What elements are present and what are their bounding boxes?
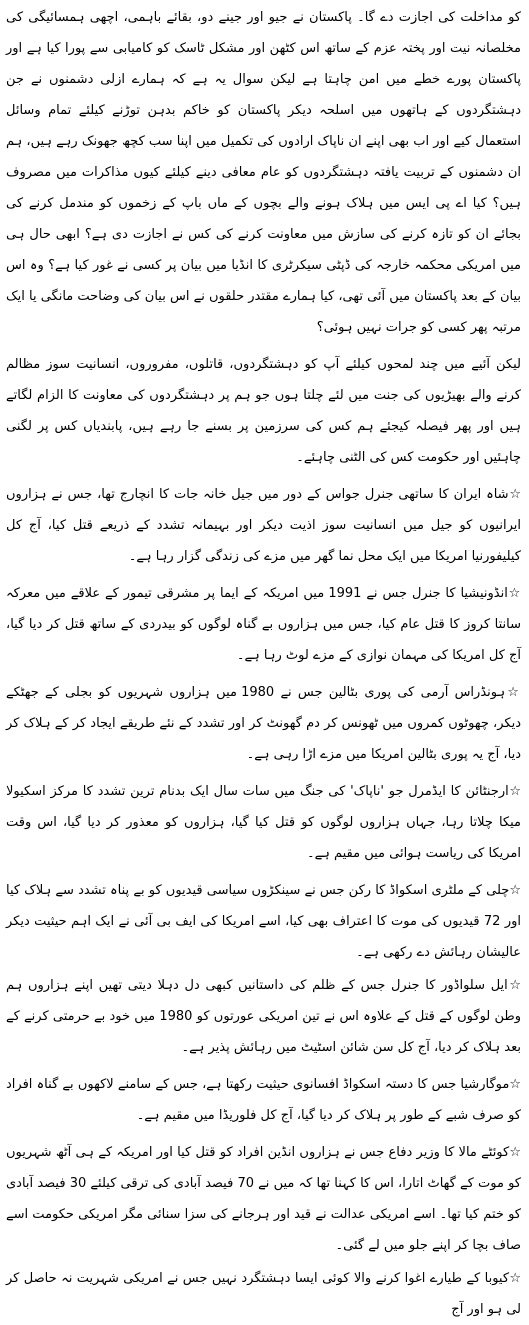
paragraph-guatemala-minister: ☆کوئٹے مالا کا وزیر دفاع جس نے ہزاروں انڈین افراد کو قتل کیا اور امریکہ کے ہی آٹھ شہریوں کو موت کے گھاٹ اتارا، اس کا کہنا تھا کہ میں نے 70 فیصد آبادی کی ترقی کیلئے 30 فیصد آبادی کو ختم کیا تھا۔ اسے امریکی عدالت نے قید اور ہرجانے کی سزا سنائی مگر امریکی حکومت اسے صاف بچا کر اپنے جلو میں لے گئی۔ — [6, 1145, 521, 1253]
paragraph-el-salvador-general: ☆ایل سلواڈور کا جنرل جس کے ظلم کی داستانیں کبھی دل دہلا دیتی تھیں اپنے ہزاروں ہم وطن لوگوں کے قتل کے علاوہ اس نے تین امریکی عورتوں کو 1980 میں خود بے حرمتی کرنے کے بعد ہلاک کر دیا، آج کل سن شائن اسٹیٹ میں رہائش پذیر ہے۔ — [6, 978, 522, 1055]
paragraph-intro: کو مداخلت کی اجازت دے گا۔ پاکستان نے جیو اور جینے دو، بقائے باہمی، اچھی ہمسائیگی کی مخلصانہ نیت اور پختہ عزم کے ساتھ اس کٹھن اور مشکل ٹاسک کو کامیابی سے پورا کیا ہے اور پاکستان پورے خطے میں امن چاہتا ہے لیکن سوال یہ ہے کہ ہمارے ازلی دشمنوں نے جن دہشتگردوں کے ہاتھوں میں اسلحہ دیکر پاکستان کو خاکم بدہن توڑنے کیلئے تمام وسائل استعمال کیے اور اب بھی اپنے ان ناپاک ارادوں کی تکمیل میں اپنا سب کچھ جھونک رہے ہیں، ہم ان دشمنوں کے تربیت یافتہ دہشتگردوں کو عام معافی دینے کیلئے کیوں مذاکرات میں مصروف ہیں؟ کیا اے پی ایس میں ہلاک ہونے والے بچوں کے ماں باپ کے زخموں کو مندمل کرنے کی بجائے ان کو تازہ کرنے کی سازش میں معاونت کرنے کی کس نے اجازت دی ہے؟ ابھی حال ہی میں امریکی محکمہ خارجہ کی ڈپٹی سیکرٹری کا انڈیا میں بیان پر کسی نے غور کیا ہے؟ وہ اس بیان کے بعد پاکستان میں آئی تھی، کیا ہمارے مقتدر حلقوں نے اس بیان کی وضاحت مانگی یا ایک مرتبہ پھر کسی کو جرات نہیں ہوئی؟ — [6, 10, 521, 335]
paragraph-indonesia-general: ☆انڈونیشیا کا جنرل جس نے 1991 میں امریکہ کے ایما پر مشرقی تیمور کے علاقے میں معرکہ سانتا کروز کا قتل عام کیا، جس میں ہزاروں بے گناہ لوگوں کو بیدردی کے ساتھ قتل کر دیا گیا، آج کل امریکا کی مہمان نوازی کے مزے لوٹ رہا ہے۔ — [6, 586, 522, 663]
paragraph-invitation: لیکن آئیے میں چند لمحوں کیلئے آپ کو دہشتگردوں، قاتلوں، مفروروں، انسانیت سوز مظالم کرنے والے بھیڑیوں کی جنت میں لئے چلتا ہوں جو ہم پر دہشتگردوں کی معاونت کا الزام لگاتے ہیں اور پھر فیصلہ کیجئے ہم کس کی سرزمین پر بسنے جا رہے ہیں، پابندیاں کس پر لگنی چاہئیں اور حکومت کس کی الٹنی چاہئے۔ — [6, 357, 521, 465]
paragraph-iran-general: ☆شاہ ایران کا ساتھی جنرل جواس کے دور میں جیل خانہ جات کا انچارج تھا، جس نے ہزاروں ایرانیوں کو جیل میں انسانیت سوز اذیت دیکر اور بہیمانہ تشدد کے ذریعے قتل کیا، آج کل کیلیفورنیا امریکا میں ایک محل نما گھر میں مزے کی زندگی گزار رہا ہے۔ — [6, 487, 521, 564]
paragraph-death-squad: ☆موگارشیا جس کا دستہ اسکواڈ افسانوی حیثیت رکھتا ہے، جس کے سامنے لاکھوں بے گناہ افراد کو صرف شبے کے طور پر ہلاک کر دیا گیا، آج کل فلوریڈا میں مقیم ہے۔ — [6, 1077, 521, 1123]
paragraph-chile-squad: ☆چلی کے ملٹری اسکواڈ کا رکن جس نے سینکڑوں سیاسی قیدیوں کو بے پناہ تشدد سے ہلاک کیا اور 72 قیدیوں کی موت کا اعتراف بھی کیا، اسے امریکا کی ایف بی آئی نے ایک اہم حیثیت دیکر عالیشان رہائش دے رکھی ہے۔ — [6, 883, 521, 960]
paragraph-honduras-battalion: ☆ہونڈراس آرمی کی پوری بٹالین جس نے 1980 میں ہزاروں شہریوں کو بجلی کے جھٹکے دیکر، چھوٹوں کمروں میں ٹھونس کر دم گھونٹ کر اور تشدد کے نئے طریقے ایجاد کر کے ہلاک کر دیا، آج یہ پوری بٹالین امریکا میں مزے اڑا رہی ہے۔ — [6, 685, 521, 762]
paragraph-cuba-hijackers: ☆کیوبا کے طیارے اغوا کرنے والا کوئی ایسا دہشتگرد نہیں جس نے امریکی شہریت نہ حاصل کر لی ہو اور آج — [6, 1271, 521, 1317]
paragraph-argentina-admiral: ☆ارجنٹائن کا ایڈمرل جو 'ناپاک' کی جنگ میں سات سال ایک بدنام ترین تشدد کا مرکز اسکیولا میکا چلاتا رہا، جہاں ہزاروں لوگوں کو قتل کیا گیا، ہزاروں کو معذور کر دیا گیا، اس وقت امریکا کی ریاست ہوائی میں مقیم ہے۔ — [6, 784, 521, 861]
